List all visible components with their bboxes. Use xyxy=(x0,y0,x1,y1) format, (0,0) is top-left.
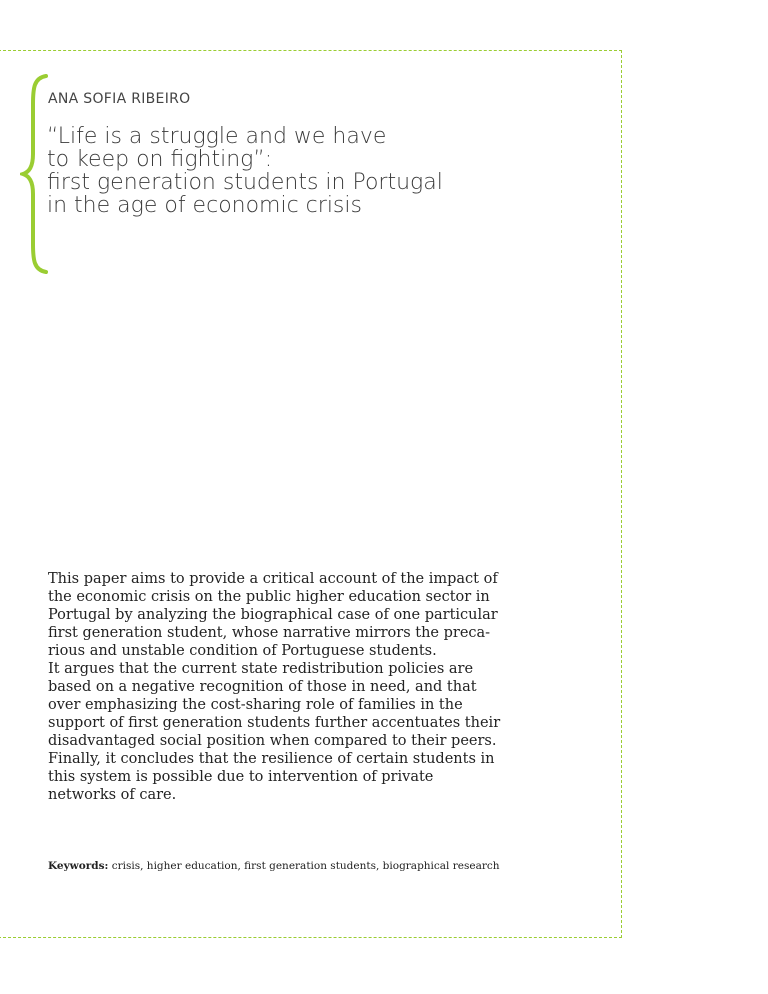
abstract xyxy=(48,570,548,804)
title-line: to keep on fighting”: xyxy=(47,147,273,172)
abstract-line: This paper aims to provide a critical account of the impact of xyxy=(48,571,498,587)
abstract-line: based on a negative recognition of those in need, and that xyxy=(48,679,477,695)
title-line: in the age of economic crisis xyxy=(47,193,362,218)
curly-brace-icon xyxy=(20,72,50,276)
author-name: ANA SOFIA RIBEIRO xyxy=(48,91,191,107)
abstract-line: It argues that the current state redistribution policies are xyxy=(48,661,474,677)
abstract-line: Portugal by analyzing the biographical case of one particular xyxy=(48,607,498,623)
abstract-line: support of first generation students further accentuates their xyxy=(48,715,501,731)
title-line: “Life is a struggle and we have xyxy=(47,124,387,149)
abstract-line: over emphasizing the cost-sharing role of families in the xyxy=(48,697,463,713)
abstract-line: Finally, it concludes that the resilience of certain students in xyxy=(48,751,495,767)
abstract-line: networks of care. xyxy=(48,787,177,803)
abstract-line: rious and unstable condition of Portuguese students. xyxy=(48,643,437,659)
abstract-line: this system is possible due to intervention of private xyxy=(48,769,434,785)
paper-title xyxy=(47,125,587,217)
keywords-text: crisis, higher education, first generation students, biographical research xyxy=(111,860,500,872)
title-line: first generation students in Portugal xyxy=(47,170,443,195)
keywords xyxy=(48,860,500,872)
keywords-label: Keywords: xyxy=(48,860,109,872)
abstract-line: disadvantaged social position when compared to their peers. xyxy=(48,733,497,749)
abstract-line: the economic crisis on the public higher education sector in xyxy=(48,589,490,605)
abstract-line: first generation student, whose narrative mirrors the preca- xyxy=(48,625,491,641)
